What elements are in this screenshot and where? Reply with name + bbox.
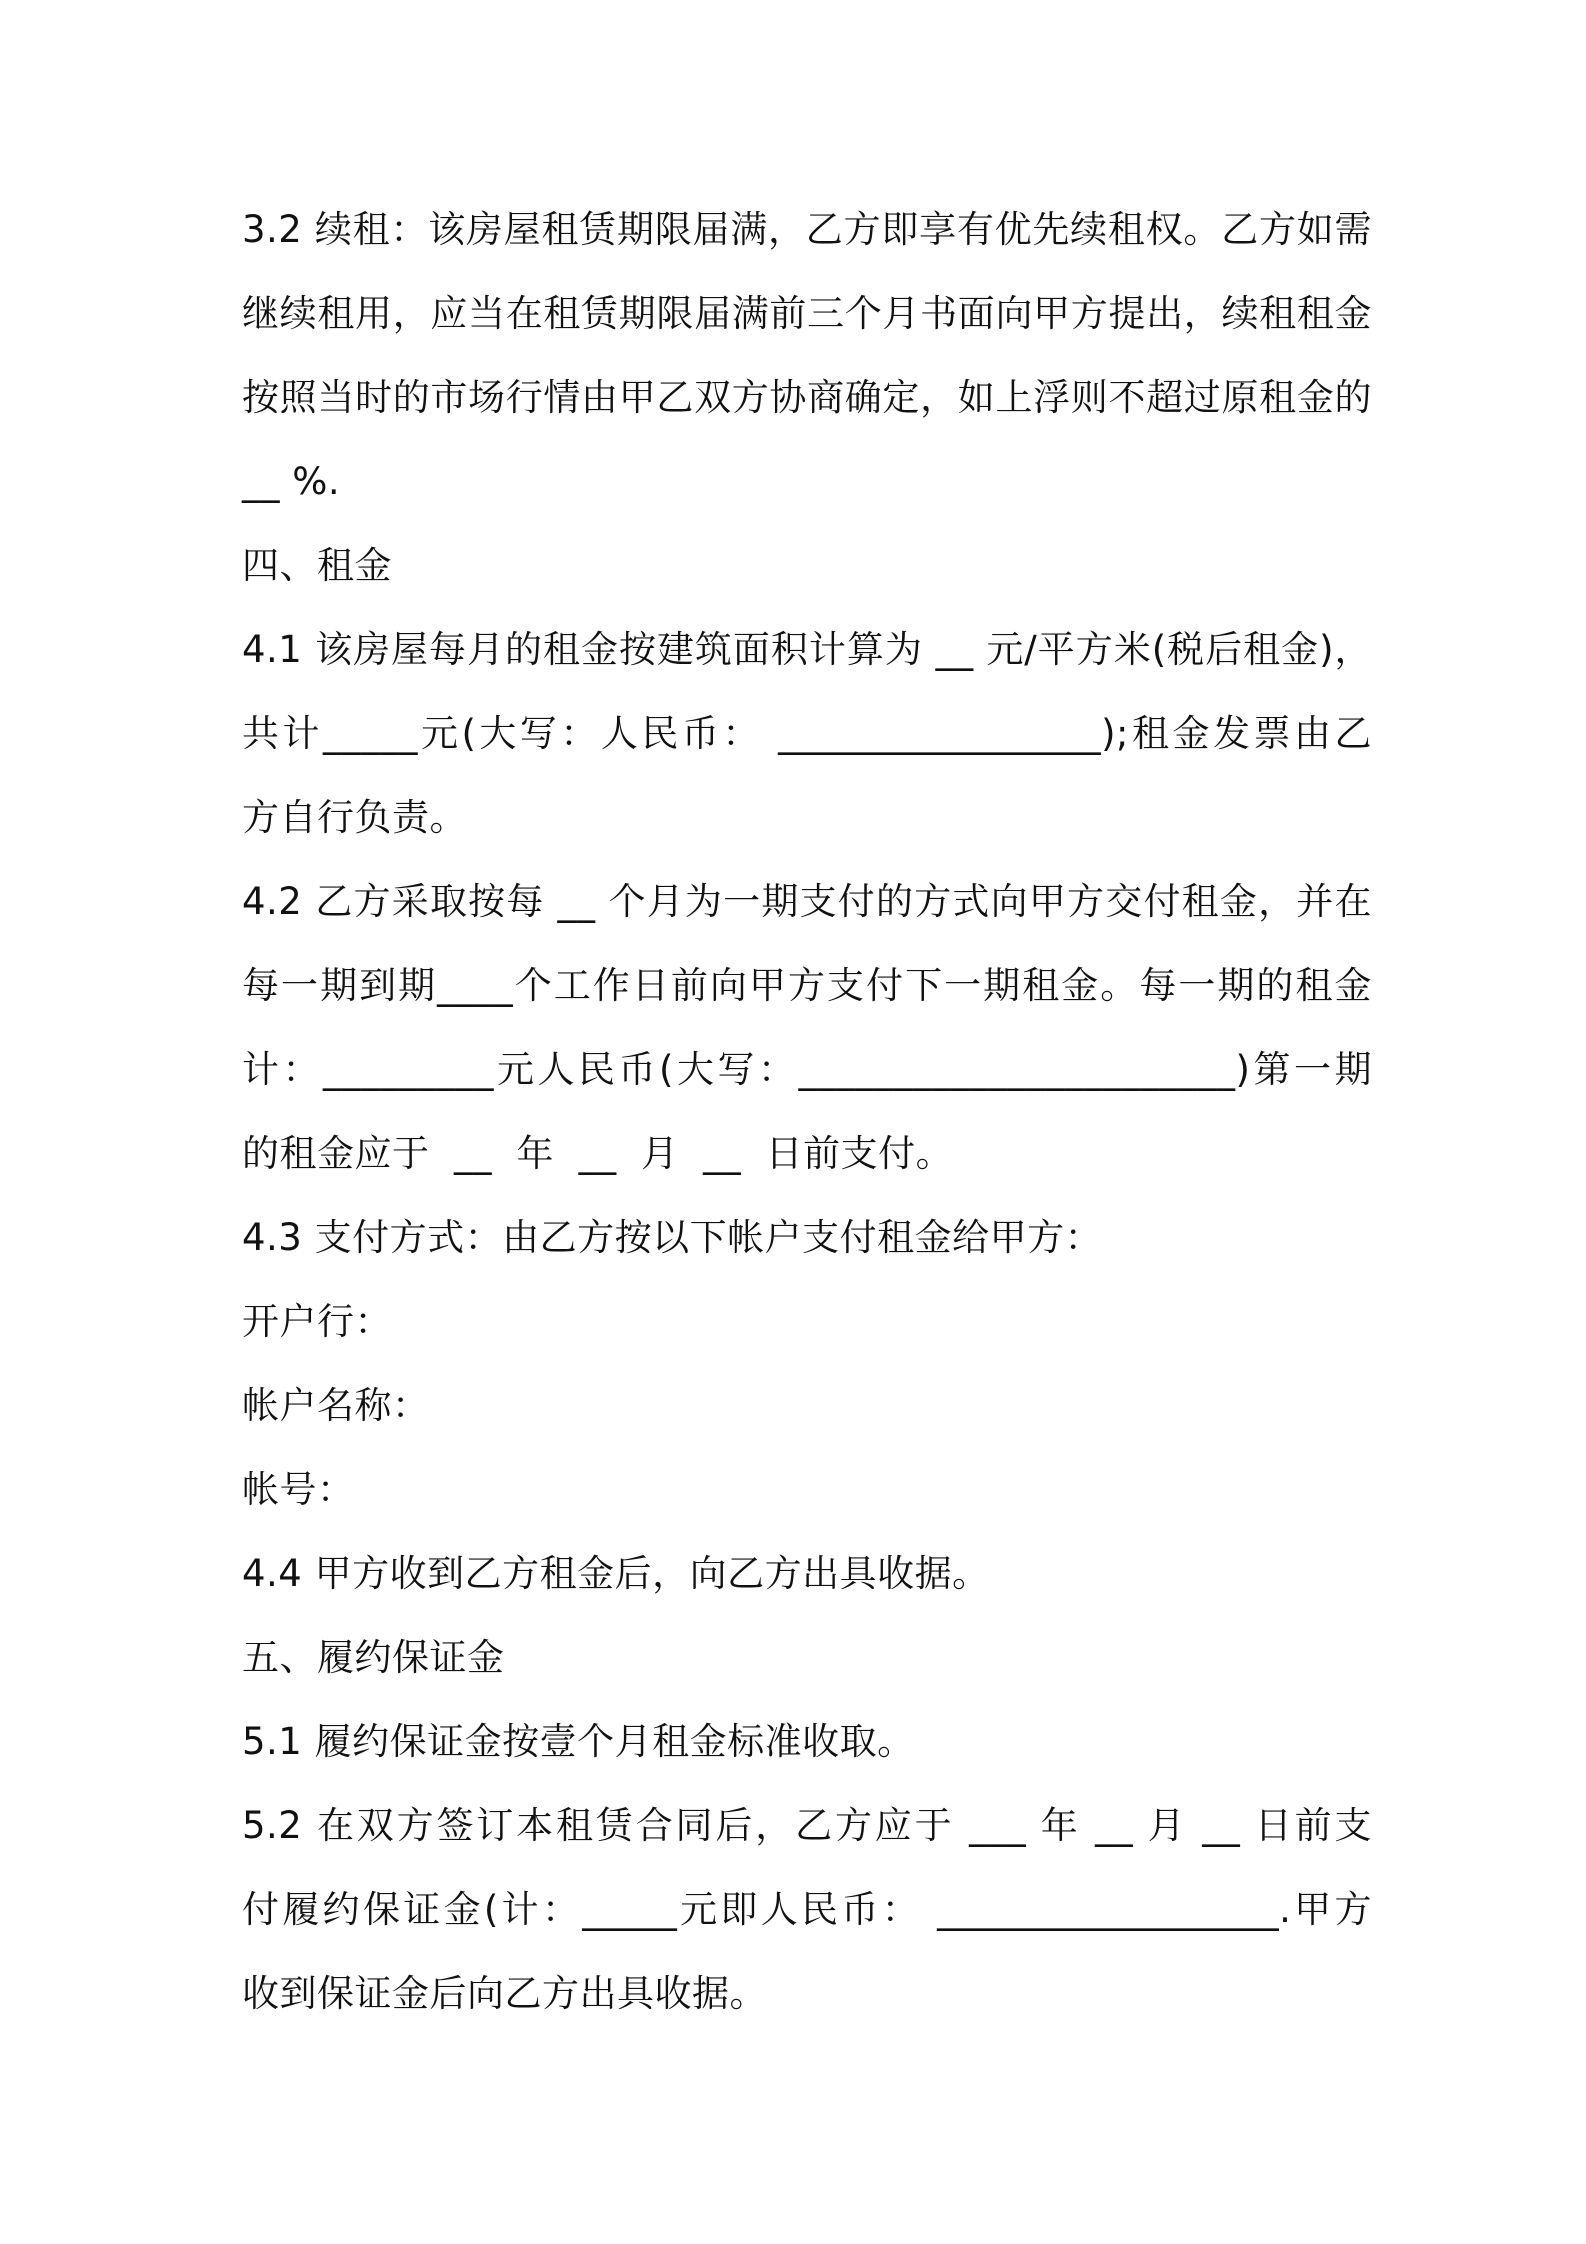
section-heading-rent: 四、租金 — [242, 544, 392, 587]
clause-3-2-line-4: __ %. — [242, 460, 341, 503]
clause-4-1-line-3: 方自行负责。 — [242, 796, 467, 839]
clause-4-4: 4.4 甲方收到乙方租金后，向乙方出具收据。 — [242, 1552, 990, 1595]
clause-4-3: 4.3 支付方式：由乙方按以下帐户支付租金给甲方： — [242, 1216, 1103, 1259]
bank-name-field: 开户行： — [242, 1300, 392, 1343]
clause-4-2-line-3: 计：_________元人民币(大写：_______________________)第一期 — [242, 1048, 1372, 1091]
clause-4-1-line-1: 4.1 该房屋每月的租金按建筑面积计算为 __ 元/平方米(税后租金)， — [242, 628, 1372, 671]
clause-3-2-line-1: 3.2 续租：该房屋租赁期限届满，乙方即享有优先续租权。乙方如需 — [242, 208, 1372, 251]
document-body — [242, 200, 1372, 2048]
clause-3-2-line-3: 按照当时的市场行情由甲乙双方协商确定，如上浮则不超过原租金的 — [242, 376, 1372, 419]
clause-5-2-line-2: 付履约保证金(计：_____元即人民币： __________________.甲方 — [242, 1888, 1372, 1931]
clause-4-2-line-2: 每一期到期____个工作日前向甲方支付下一期租金。每一期的租金 — [242, 964, 1372, 1007]
clause-4-1-line-2: 共计_____元(大写：人民币： _________________);租金发票由乙 — [242, 712, 1372, 755]
clause-4-2-line-1: 4.2 乙方采取按每 __ 个月为一期支付的方式向甲方交付租金，并在 — [242, 880, 1372, 923]
clause-5-1: 5.1 履约保证金按壹个月租金标准收取。 — [242, 1720, 915, 1763]
clause-5-2-line-3: 收到保证金后向乙方出具收据。 — [242, 1972, 767, 2015]
clause-3-2-line-2: 继续租用，应当在租赁期限届满前三个月书面向甲方提出，续租租金 — [242, 292, 1372, 335]
clause-4-2-line-4: 的租金应于 __ 年 __ 月 __ 日前支付。 — [242, 1132, 954, 1175]
clause-5-2-line-1: 5.2 在双方签订本租赁合同后，乙方应于 ___ 年 __ 月 __ 日前支 — [242, 1804, 1372, 1847]
account-name-field: 帐户名称： — [242, 1384, 430, 1427]
account-number-field: 帐号： — [242, 1468, 355, 1511]
section-heading-deposit: 五、履约保证金 — [242, 1636, 505, 1679]
